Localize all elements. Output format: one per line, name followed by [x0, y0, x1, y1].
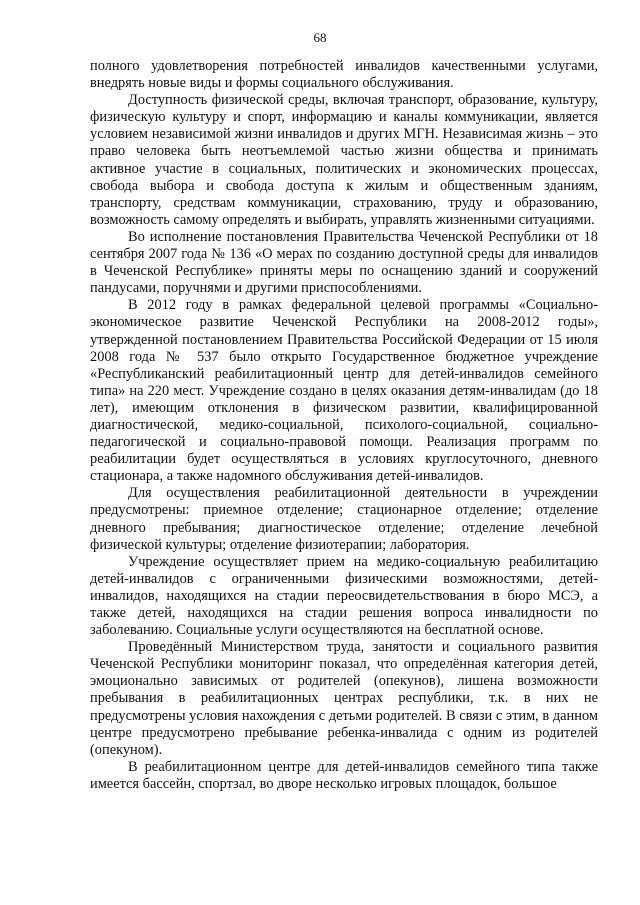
- paragraph-4: В 2012 году в рамках федеральной целевой программы «Социально-экономическое развитие Чеченской Республики на 2008-2012 годы», утвержденной постановлением Правительства Российской Федерации от 15 июля 2008 года № 537 было открыто Государственное бюджетное учреждение «Республиканский реабилитационный центр для детей-инвалидов семейного типа» на 220 мест. Учреждение создано в целях оказания детям-инвалидам (до 18 лет), имеющим отклонения в физическом развитии, квалифицированной диагностической, медико-социальной, психолого-социальной, социально-педагогической и социально-правовой помощи. Реализация программ по реабилитации будет осуществляться в условиях круглосуточного, дневного стационара, а также надомного обслуживания детей-инвалидов.: [90, 297, 598, 485]
- paragraph-8: В реабилитационном центре для детей-инвалидов семейного типа также имеется бассейн, спортзал, во дворе несколько игровых площадок, большое: [90, 758, 598, 792]
- paragraph-7: Проведённый Министерством труда, занятости и социального развития Чеченской Республики мониторинг показал, что определённая категория детей, эмоционально зависимых от родителей (опекунов), лишена возможности пребывания в реабилитационных центрах республики, т.к. в них не предусмотрены условия нахождения с детьми родителей. В связи с этим, в данном центре предусмотрено пребывание ребенка-инвалида с одним из родителей (опекуном).: [90, 639, 598, 758]
- paragraph-3: Во исполнение постановления Правительства Чеченской Республики от 18 сентября 2007 года № 136 «О мерах по созданию доступной среды для инвалидов в Чеченской Республике» приняты меры по оснащению зданий и сооружений пандусами, поручнями и другими приспособлениями.: [90, 228, 598, 297]
- page-number: 68: [313, 30, 327, 45]
- paragraph-6: Учреждение осуществляет прием на медико-социальную реабилитацию детей-инвалидов с ограниченными физическими возможностями, детей-инвалидов, находящихся на стадии переосвидетельствования в бюро МСЭ, а также детей, находящихся на стадии решения вопроса инвалидности по заболеванию. Социальные услуги осуществляются на бесплатной основе.: [90, 553, 598, 639]
- paragraph-2: Доступность физической среды, включая транспорт, образование, культуру, физическую культуру и спорт, информацию и каналы коммуникации, является условием независимой жизни инвалидов и других МГН. Независимая жизнь – это право человека быть неотъемлемой частью жизни общества и принимать активное участие в социальных, политических и экономических процессах, свобода выбора и свобода доступа к жилым и общественным зданиям, транспорту, средствам коммуникации, страхованию, труду и образованию, возможность самому определять и выбирать, управлять жизненными ситуациями.: [90, 92, 598, 228]
- document-body: [90, 58, 598, 793]
- paragraph-1: полного удовлетворения потребностей инвалидов качественными услугами, внедрять новые виды и формы социального обслуживания.: [90, 58, 598, 92]
- paragraph-5: Для осуществления реабилитационной деятельности в учреждении предусмотрены: приемное отделение; стационарное отделение; отделение дневного пребывания; диагностическое отделение; отделение лечебной физической культуры; отделение физиотерапии; лаборатория.: [90, 485, 598, 553]
